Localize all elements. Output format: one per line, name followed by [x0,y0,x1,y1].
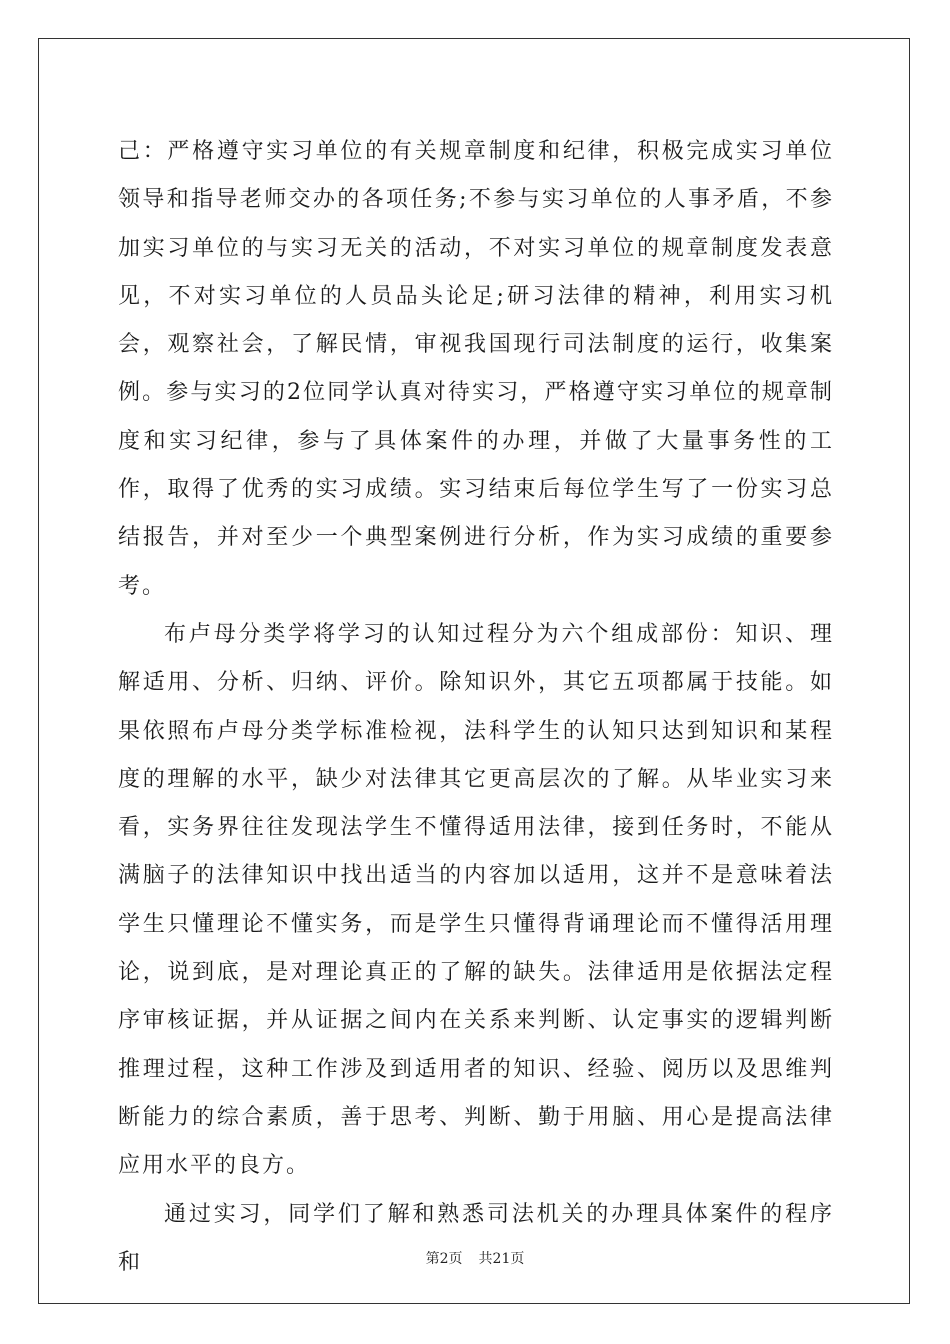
paragraph-3: 通过实习，同学们了解和熟悉司法机关的办理具体案件的程序和 [118,1201,834,1275]
page-footer [0,1248,950,1268]
document-body [118,128,834,1287]
paragraph-2: 布卢母分类学将学习的认知过程分为六个组成部份：知识、理解适用、分析、归纳、评价。除知识外，其它五项都属于技能。如果依照布卢母分类学标准检视，法科学生的认知只达到知识和某程度的理解的水平，缺少对法律其它更高层次的了解。从毕业实习来看，实务界往往发现法学生不懂得适用法律，接到任务时，不能从满脑子的法律知识中找出适当的内容加以适用，这并不是意味着法学生只懂理论不懂实务，而是学生只懂得背诵理论而不懂得活用理论，说到底，是对理论真正的了解的缺失。法律适用是依据法定程序审核证据，并从证据之间内在关系来判断、认定事实的逻辑判断推理过程，这种工作涉及到适用者的知识、经验、阅历以及思维判断能力的综合素质，善于思考、判断、勤于用脑、用心是提高法律应用水平的良方。 [118,621,834,1179]
paragraph-1: 己：严格遵守实习单位的有关规章制度和纪律，积极完成实习单位领导和指导老师交办的各项任务;不参与实习单位的人事矛盾，不参加实习单位的与实习无关的活动，不对实习单位的规章制度发表意见，不对实习单位的人员品头论足;研习法律的精神，利用实习机会，观察社会，了解民情，审视我国现行司法制度的运行，收集案例。参与实习的2位同学认真对待实习，严格遵守实习单位的规章制度和实习纪律，参与了具体案件的办理，并做了大量事务性的工作，取得了优秀的实习成绩。实习结束后每位学生写了一份实习总结报告，并对至少一个典型案例进行分析，作为实习成绩的重要参考。 [118,139,834,599]
page-number: 第2页 [425,1251,463,1267]
page-total: 共21页 [478,1251,525,1267]
